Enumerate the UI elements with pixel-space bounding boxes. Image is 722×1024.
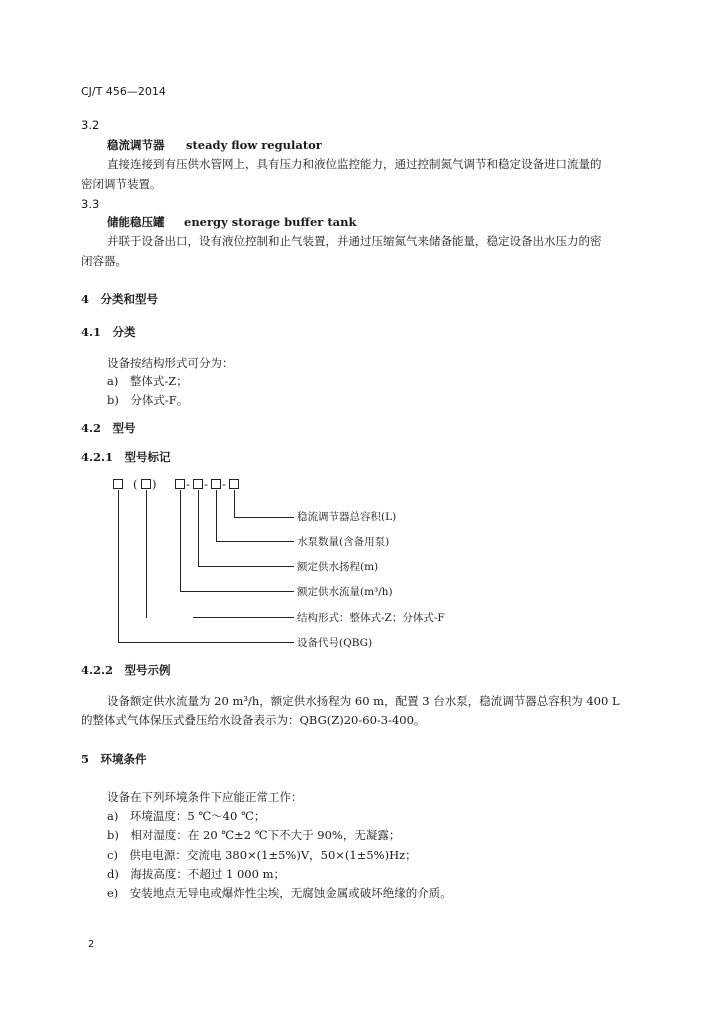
leader-vertical [234, 490, 235, 518]
dash: - [186, 477, 190, 491]
leader-vertical [146, 490, 147, 618]
section-4-1-heading: 4.1 分类 [81, 325, 136, 339]
label-device-code: 设备代号(QBG) [297, 637, 373, 649]
label-structure-type: 结构形式：整体式-Z；分体式-F [297, 612, 445, 624]
code-box-head [193, 479, 203, 489]
list-item: a) 环境温度：5 ℃～40 ℃； [107, 809, 266, 823]
leader-vertical [180, 490, 181, 592]
section-5-heading: 5 环境条件 [81, 752, 147, 766]
label-rated-flow: 额定供水流量(m³/h) [297, 586, 393, 598]
section-5-intro: 设备在下列环境条件下应能正常工作： [107, 790, 303, 804]
clause-number-3-3: 3.3 [81, 197, 100, 211]
definition-3-2-line2: 密闭调节装置。 [81, 177, 162, 191]
code-box-device [113, 479, 123, 489]
leader-vertical [118, 490, 119, 643]
list-item: a) 整体式-Z； [107, 374, 188, 388]
term-en-3-2: steady flow regulator [186, 138, 322, 152]
definition-3-3-line2: 闭容器。 [81, 254, 127, 268]
paren-close: ) [152, 477, 157, 491]
code-box-volume [229, 479, 239, 489]
term-cn-3-3: 储能稳压罐 [107, 215, 165, 229]
list-item: e) 安装地点无导电或爆炸性尘埃，无腐蚀金属或破坏绝缘的介质。 [107, 886, 452, 900]
leader-vertical [216, 490, 217, 542]
list-item: d) 海拔高度：不超过 1 000 m； [107, 867, 285, 881]
term-en-3-3: energy storage buffer tank [184, 215, 357, 229]
section-4-2-1-heading: 4.2.1 型号标记 [81, 450, 171, 464]
dash: - [222, 477, 226, 491]
leader-horizontal [234, 517, 294, 518]
example-line2: 的整体式气体保压式叠压给水设备表示为：QBG(Z)20-60-3-400。 [81, 713, 426, 727]
clause-number-3-2: 3.2 [81, 118, 100, 132]
leader-horizontal [216, 541, 294, 542]
definition-3-3-line1: 并联于设备出口，设有液位控制和止气装置，并通过压缩氮气来储备能量，稳定设备出水压力的密 [107, 234, 602, 248]
leader-horizontal [198, 566, 294, 567]
label-pump-count: 水泵数量(含备用泵) [297, 536, 390, 548]
section-4-heading: 4 分类和型号 [81, 292, 159, 306]
dash: - [204, 477, 208, 491]
code-box-flow [175, 479, 185, 489]
page-number: 2 [88, 939, 95, 950]
list-item: c) 供电电源：交流电 380×(1±5%)V，50×(1±5%)Hz； [107, 848, 417, 862]
section-4-2-heading: 4.2 型号 [81, 421, 136, 435]
definition-3-2-line1: 直接连接到有压供水管网上，具有压力和液位监控能力，通过控制氮气调节和稳定设备进口流量的 [107, 157, 602, 171]
leader-horizontal [180, 591, 294, 592]
paren-open: ( [133, 477, 138, 491]
list-item: b) 分体式-F。 [107, 393, 189, 407]
leader-horizontal [118, 642, 294, 643]
label-rated-head: 额定供水扬程(m) [297, 561, 379, 573]
label-total-volume: 稳流调节器总容积(L) [297, 511, 397, 523]
leader-horizontal [193, 617, 294, 618]
leader-vertical [198, 490, 199, 567]
list-item: b) 相对湿度：在 20 ℃±2 ℃下不大于 90%，无凝露； [107, 828, 401, 842]
standard-code: CJ/T 456—2014 [81, 85, 166, 98]
code-box-pumps [211, 479, 221, 489]
example-line1: 设备额定供水流量为 20 m³/h，额定供水扬程为 60 m，配置 3 台水泵，稳流调节器总容积为 400 L [107, 694, 620, 708]
section-4-1-intro: 设备按结构形式可分为： [107, 356, 234, 370]
section-4-2-2-heading: 4.2.2 型号示例 [81, 663, 171, 677]
code-box-structure [141, 479, 151, 489]
term-cn-3-2: 稳流调节器 [107, 138, 165, 152]
